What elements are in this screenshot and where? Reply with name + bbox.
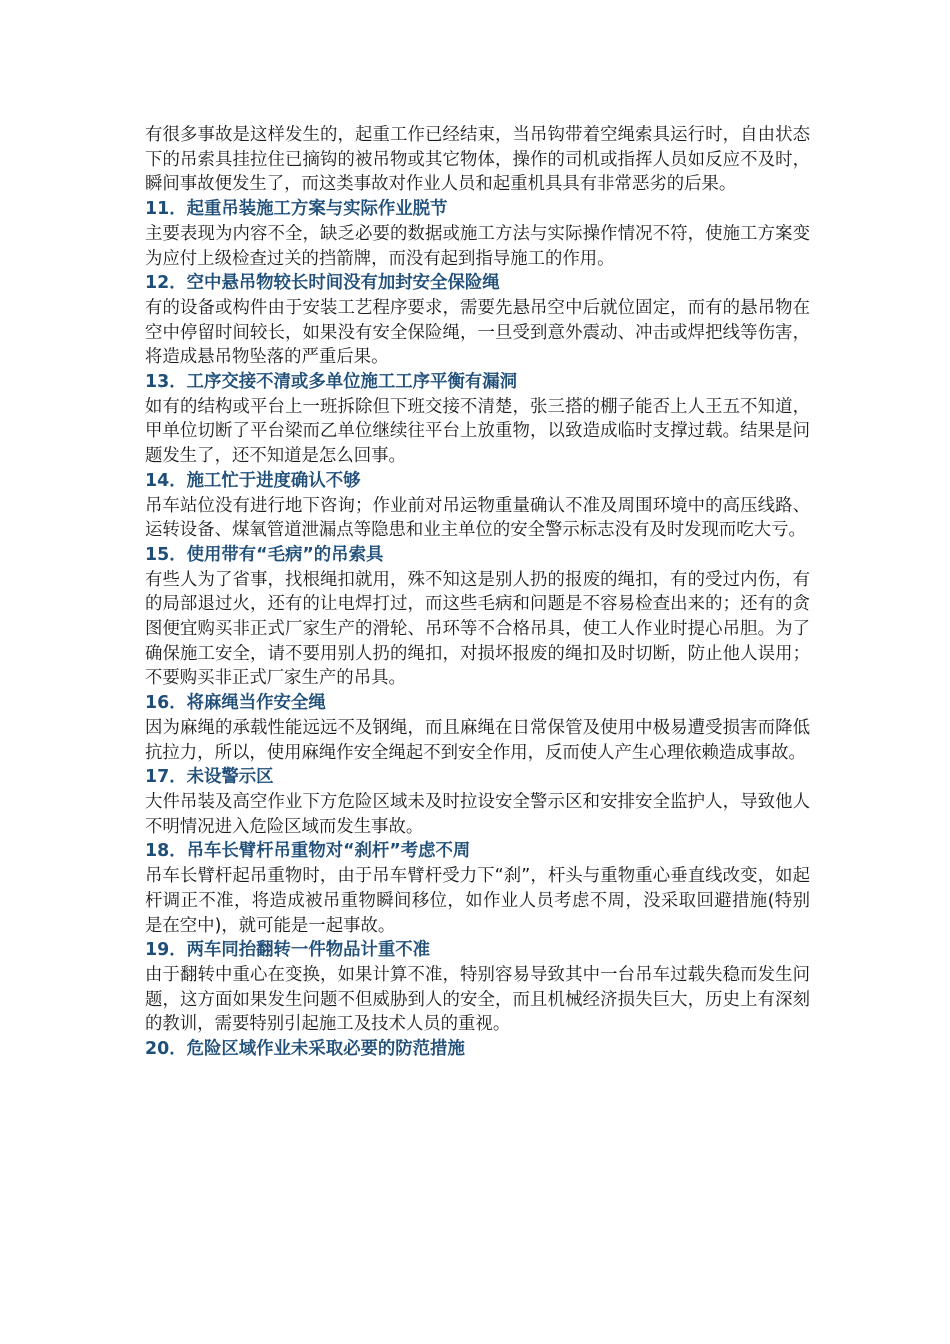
section-16-body: 因为麻绳的承载性能远远不及钢绳，而且麻绳在日常保管及使用中极易遭受损害而降低抗拉力，所以，使用麻绳作安全绳起不到安全作用，反而使人产生心理依赖造成事故。 xyxy=(145,717,810,763)
section-18-body: 吊车长臂杆起吊重物时，由于吊车臂杆受力下“刹”，杆头与重物重心垂直线改变，如起杆调正不准，将造成被吊重物瞬间移位，如作业人员考虑不周，没采取回避措施(特别是在空中)，就可能是一起事故。 xyxy=(145,866,810,936)
section-14-heading: 14．施工忙于进度确认不够 xyxy=(145,470,361,491)
section-16-heading: 16．将麻绳当作安全绳 xyxy=(145,693,326,714)
section-12-body: 有的设备或构件由于安装工艺程序要求，需要先悬吊空中后就位固定，而有的悬吊物在空中停留时间较长，如果没有安全保险绳，一旦受到意外震动、冲击或焊把线等伤害，将造成悬吊物坠落的严重后果。 xyxy=(145,297,810,368)
section-18-heading: 18．吊车长臂杆吊重物对“刹杆”考虑不周 xyxy=(145,841,471,862)
section-13-heading: 13．工序交接不清或多单位施工工序平衡有漏洞 xyxy=(145,372,518,393)
section-17-heading: 17．未设警示区 xyxy=(145,767,274,788)
section-14-body: 吊车站位没有进行地下咨询；作业前对吊运物重量确认不准及周围环境中的高压线路、运转设备、煤氧管道泄漏点等隐患和业主单位的安全警示标志没有及时发现而吃大亏。 xyxy=(145,495,810,541)
section-11-body: 主要表现为内容不全，缺乏必要的数据或施工方法与实际操作情况不符，使施工方案变为应付上级检查过关的挡箭牌，而没有起到指导施工的作用。 xyxy=(145,223,810,269)
section-12-heading: 12．空中悬吊物较长时间没有加封安全保险绳 xyxy=(145,273,500,294)
intro-paragraph: 有很多事故是这样发生的，起重工作已经结束，当吊钩带着空绳索具运行时，自由状态下的吊索具挂拉住已摘钩的被吊物或其它物体，操作的司机或指挥人员如反应不及时，瞬间事故便发生了，而这类事故对作业人员和起重机具具有非常恶劣的后果。 xyxy=(145,125,810,195)
section-17-body: 大件吊装及高空作业下方危险区域未及时拉设安全警示区和安排安全监护人，导致他人不明情况进入危险区域而发生事故。 xyxy=(145,791,810,837)
section-15-body: 有些人为了省事，找根绳扣就用，殊不知这是别人扔的报废的绳扣，有的受过内伤，有的局部退过火，还有的让电焊打过，而这些毛病和问题是不容易检查出来的；还有的贪图便宜购买非正式厂家生产的滑轮、吊环等不合格吊具，使工人作业时提心吊胆。为了确保施工安全，请不要用别人扔的绳扣，对损坏报废的绳扣及时切断，防止他人误用；不要购买非正式厂家生产的吊具。 xyxy=(145,569,810,689)
section-20-heading: 20．危险区域作业未采取必要的防范措施 xyxy=(145,1039,465,1060)
section-15-heading: 15．使用带有“毛病”的吊索具 xyxy=(145,544,384,565)
section-19-heading: 19．两车同抬翻转一件物品计重不准 xyxy=(145,940,431,961)
document-body xyxy=(145,123,810,1062)
section-19-body: 由于翻转中重心在变换，如果计算不准，特别容易导致其中一台吊车过载失稳而发生问题，这方面如果发生问题不但威胁到人的安全，而且机械经济损失巨大，历史上有深刻的教训，需要特别引起施工及技术人员的重视。 xyxy=(145,964,810,1035)
section-13-body: 如有的结构或平台上一班拆除但下班交接不清楚，张三搭的棚子能否上人王五不知道，甲单位切断了平台梁而乙单位继续往平台上放重物，以致造成临时支撑过载。结果是问题发生了，还不知道是怎么回事。 xyxy=(145,396,810,467)
section-11-heading: 11．起重吊装施工方案与实际作业脱节 xyxy=(145,199,448,220)
